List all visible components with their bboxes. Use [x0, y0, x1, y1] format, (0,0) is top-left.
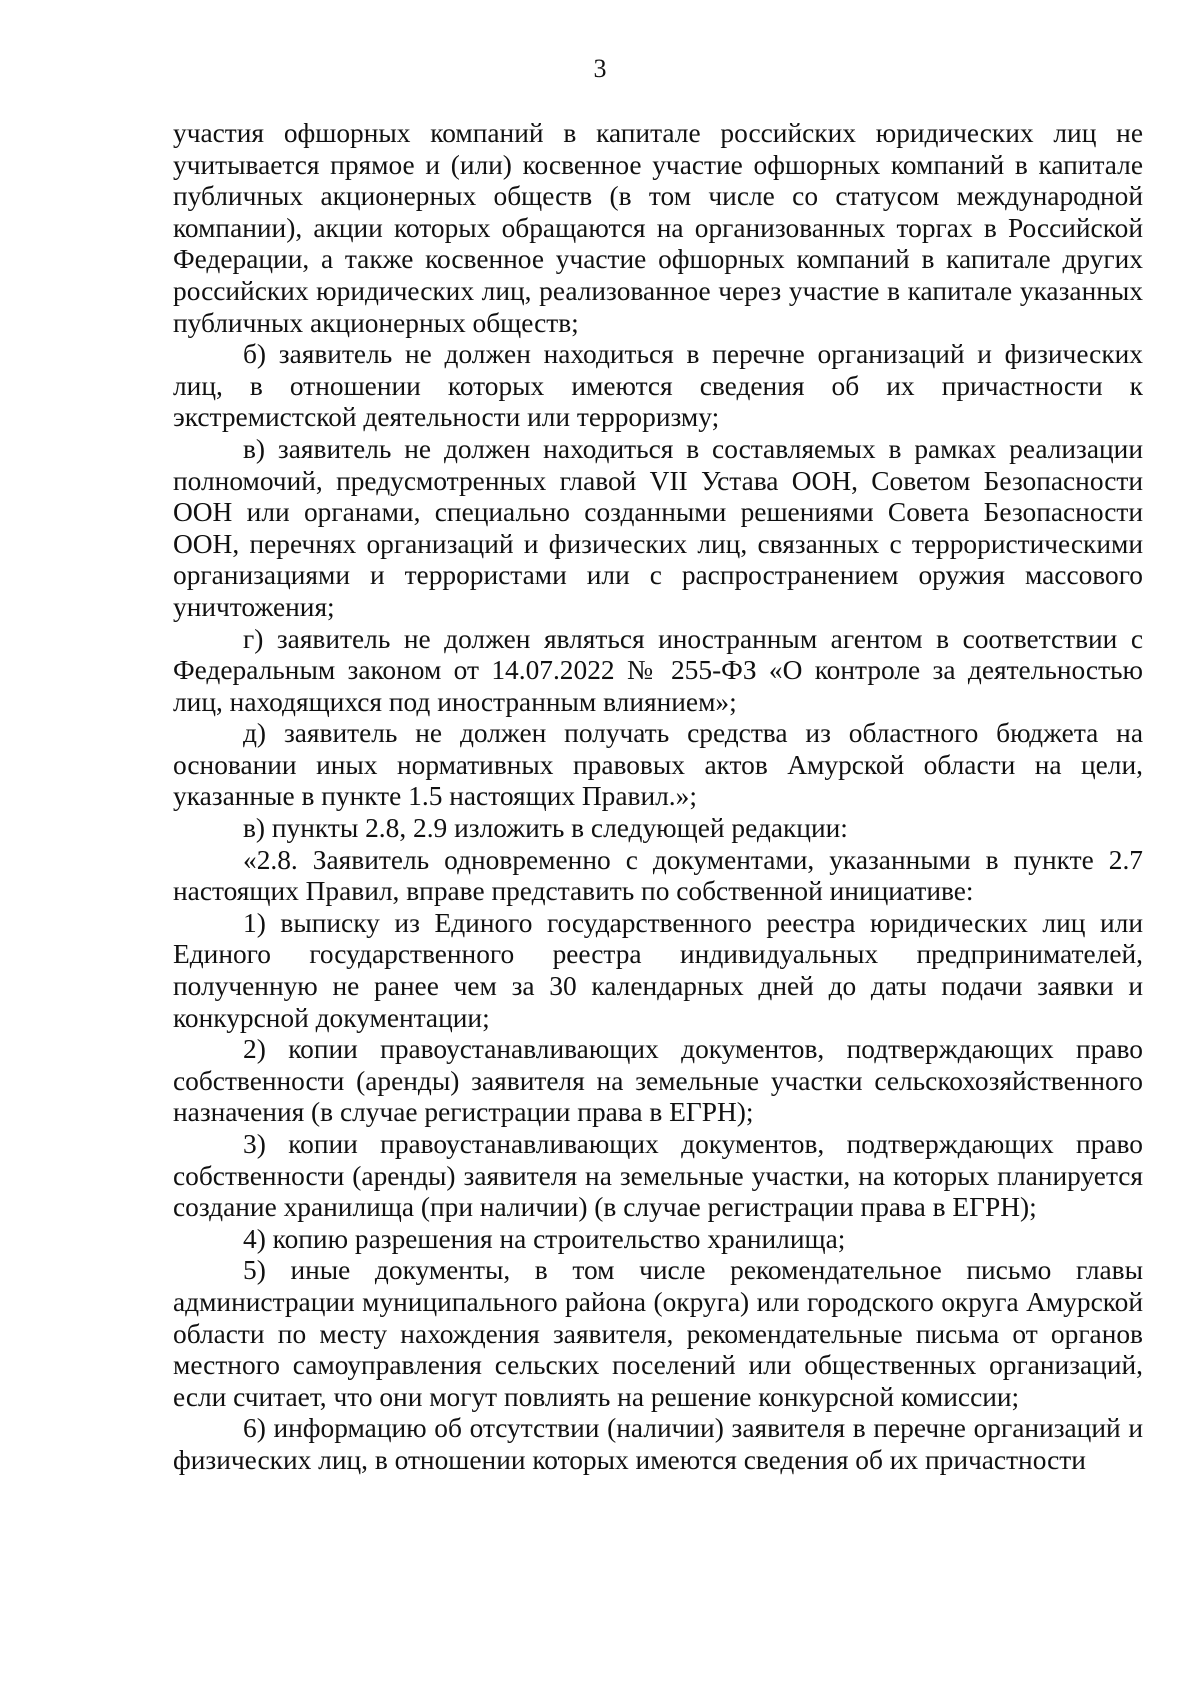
- paragraph-item-g: г) заявитель не должен являться иностранным агентом в соответствии с Федеральным законом от 14.07.2022 № 255-ФЗ «О контроле за деятельностью лиц, находящихся под иностранным влиянием»;: [173, 623, 1143, 717]
- paragraph-list-item-4: 4) копию разрешения на строительство хранилища;: [243, 1223, 846, 1254]
- paragraph: участия офшорных компаний в капитале российских юридических лиц не учитывается прямое и (или) косвенное участие офшорных компаний в капитале публичных акционерных обществ (в том числе со статусом международной компании), акции которых обращаются на организованных торгах в Российской Федерации, а также косвенное участие офшорных компаний в капитале других российских юридических лиц, реализованное через участие в капитале указанных публичных акционерных обществ;: [173, 118, 1143, 338]
- paragraph-item-v: в) заявитель не должен находиться в составляемых в рамках реализации полномочий, предусмотренных главой VII Устава ООН, Советом Безопасности ООН или органами, специально созданными решениями Совета Безопасности ООН, перечнях организаций и физических лиц, связанных с террористическими организациями и террористами или с распространением оружия массового уничтожения;: [173, 433, 1143, 622]
- paragraph-list-item-3: 3) копии правоустанавливающих документов, подтверждающих право собственности (аренды) заявителя на земельные участки, на которых планируется создание хранилища (при наличии) (в случае регистрации права в ЕГРН);: [173, 1129, 1143, 1223]
- paragraph-list-item-5: 5) иные документы, в том числе рекомендательное письмо главы администрации муниципального района (округа) или городского округа Амурской области по месту нахождения заявителя, рекомендательные письма от органов местного самоуправления сельских поселений или общественных организаций, если считает, что они могут повлиять на решение конкурсной комиссии;: [173, 1255, 1143, 1412]
- paragraph-list-item-6: 6) информацию об отсутствии (наличии) заявителя в перечне организаций и физических лиц, в отношении которых имеются сведения об их причастности: [173, 1413, 1143, 1475]
- page-number: 3: [593, 54, 607, 83]
- paragraph-item-b: б) заявитель не должен находиться в перечне организаций и физических лиц, в отношении которых имеются сведения об их причастности к экстремистской деятельности или терроризму;: [173, 339, 1143, 433]
- paragraph-list-item-1: 1) выписку из Единого государственного реестра юридических лиц или Единого государственного реестра индивидуальных предпринимателей, полученную не ранее чем за 30 календарных дней до даты подачи заявки и конкурсной документации;: [173, 907, 1143, 1033]
- paragraph-item-d: д) заявитель не должен получать средства из областного бюджета на основании иных нормативных правовых актов Амурской области на цели, указанные в пункте 1.5 настоящих Правил.»;: [173, 718, 1143, 812]
- paragraph-amendment: в) пункты 2.8, 2.9 изложить в следующей редакции:: [243, 813, 848, 844]
- document-body: [173, 118, 1143, 1477]
- paragraph-clause-2-8: «2.8. Заявитель одновременно с документами, указанными в пункте 2.7 настоящих Правил, вправе представить по собственной инициативе:: [173, 844, 1143, 907]
- paragraph-list-item-2: 2) копии правоустанавливающих документов, подтверждающих право собственности (аренды) заявителя на земельные участки сельскохозяйственного назначения (в случае регистрации права в ЕГРН);: [173, 1034, 1143, 1128]
